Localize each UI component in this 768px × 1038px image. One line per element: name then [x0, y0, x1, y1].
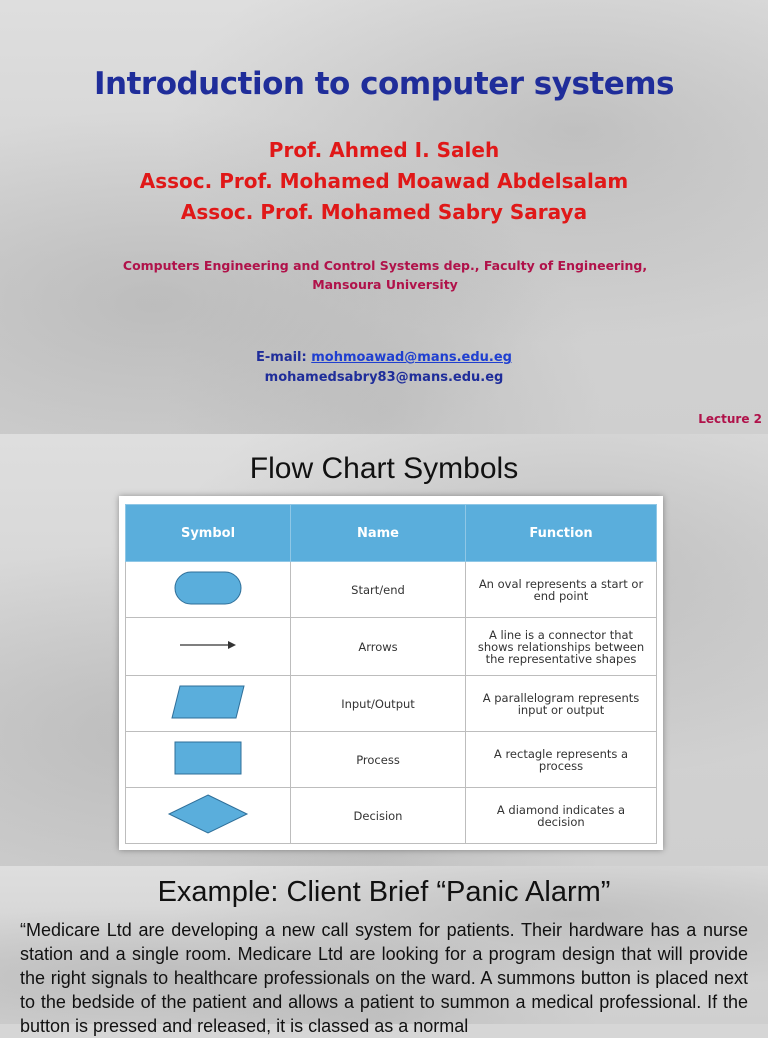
lecture-number: Lecture 2: [698, 412, 762, 426]
flowchart-symbols-slide: [0, 434, 768, 866]
table-row: [126, 732, 657, 788]
client-brief-slide: [0, 866, 768, 1036]
email-link-1[interactable]: mohmoawad@mans.edu.eg: [311, 350, 512, 365]
row-name: Decision: [291, 788, 466, 844]
row-function: A parallelogram represents input or output: [466, 676, 657, 732]
symbols-table-card: [119, 496, 663, 850]
parallelogram-shape-icon: [170, 684, 246, 720]
header-function: Function: [466, 505, 657, 562]
email-label: E-mail:: [256, 350, 312, 365]
brief-paragraph: “Medicare Ltd are developing a new call system for patients. Their hardware has a nurse station and a single room. Medicare Ltd are looking for a program design that will provide the right signals to healthcare professionals on the ward. A summons button is placed next to the bedside of the patient and allows a patient to summon a medical professional. If the button is pressed and released, it is classed as a normal: [20, 920, 748, 1036]
rectangle-shape-icon: [173, 740, 243, 776]
row-function: A line is a connector that shows relationships between the representative shapes: [466, 618, 657, 676]
title-slide: [0, 0, 768, 434]
diamond-shape-icon: [167, 793, 249, 835]
row-name: Input/Output: [291, 676, 466, 732]
slide-title: Flow Chart Symbols: [249, 452, 519, 485]
department-text: Computers Engineering and Control Systems dep., Faculty of Engineering, Mansoura University: [122, 258, 648, 292]
author-2: Assoc. Prof. Mohamed Moawad Abdelsalam: [139, 169, 629, 193]
header-name: Name: [291, 505, 466, 562]
symbols-table: [125, 504, 657, 844]
slide-title: Example: Client Brief “Panic Alarm”: [157, 876, 611, 908]
parallelogram-symbol-cell: [126, 676, 291, 732]
table-row: [126, 676, 657, 732]
row-name: Start/end: [291, 562, 466, 618]
email-line-2: mohamedsabry83@mans.edu.eg: [264, 370, 504, 385]
table-row: [126, 618, 657, 676]
table-row: [126, 562, 657, 618]
arrow-shape-icon: [178, 638, 238, 652]
table-row: [126, 788, 657, 844]
arrow-symbol-cell: [126, 618, 291, 676]
oval-symbol-cell: [126, 562, 291, 618]
header-symbol: Symbol: [126, 505, 291, 562]
author-1: Prof. Ahmed I. Saleh: [268, 138, 500, 162]
row-name: Process: [291, 732, 466, 788]
row-function: A rectagle represents a process: [466, 732, 657, 788]
author-3: Assoc. Prof. Mohamed Sabry Saraya: [180, 200, 588, 224]
rectangle-symbol-cell: [126, 732, 291, 788]
row-function: A diamond indicates a decision: [466, 788, 657, 844]
row-name: Arrows: [291, 618, 466, 676]
row-function: An oval represents a start or end point: [466, 562, 657, 618]
presentation-title: Introduction to computer systems: [93, 66, 675, 102]
oval-shape-icon: [173, 570, 243, 606]
diamond-symbol-cell: [126, 788, 291, 844]
email-line-1: [0, 350, 768, 365]
